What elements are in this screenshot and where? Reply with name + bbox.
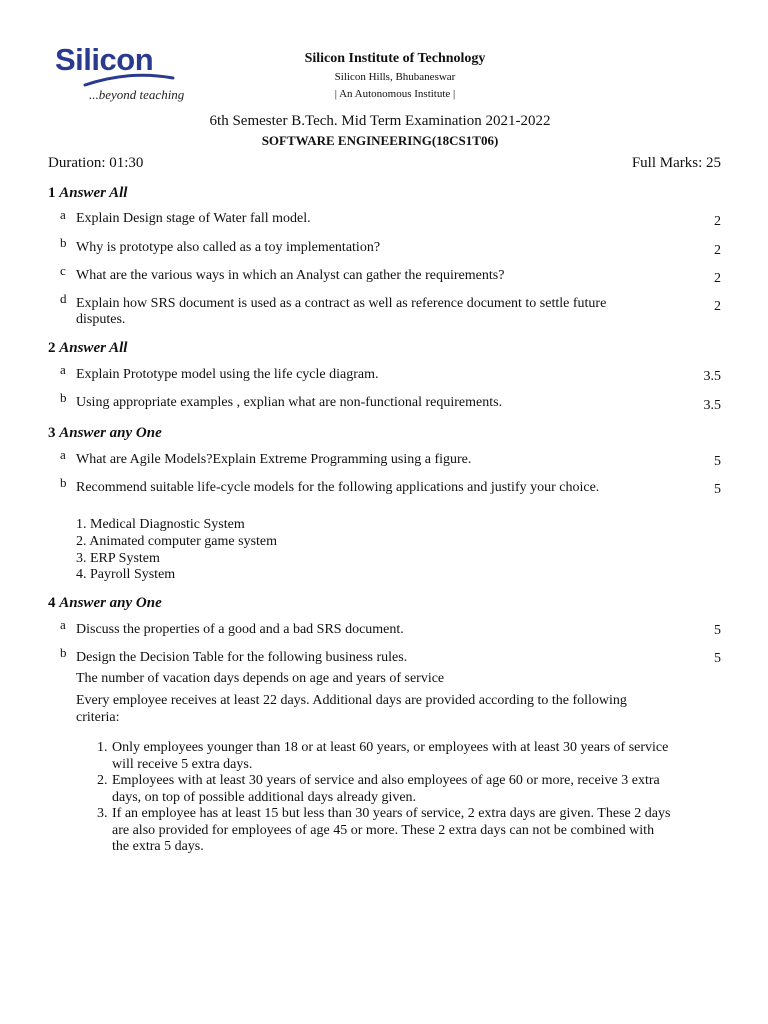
rule-intro: The number of vacation days depends on age and years of service <box>76 671 445 686</box>
question-1c-letter: c <box>60 263 66 278</box>
question-instruction: Answer All <box>59 340 128 356</box>
institute-name: Silicon Institute of Technology <box>304 51 486 66</box>
question-4-heading <box>48 595 162 612</box>
list-item <box>97 806 672 856</box>
rule-criteria-intro: Every employee receives at least 22 days. Additional days are provided according to the following criteria: <box>76 693 627 725</box>
rule-number: 1. <box>97 740 108 755</box>
question-1b-letter: b <box>60 235 67 250</box>
question-2b-text: Using appropriate examples , explian what are non-functional requirements. <box>76 395 503 410</box>
question-4b-mark: 5 <box>714 651 721 666</box>
question-2b-letter: b <box>60 390 67 405</box>
question-1c-text: What are the various ways in which an Analyst can gather the requirements? <box>76 268 505 283</box>
question-3a-letter: a <box>60 447 66 462</box>
question-1a-letter: a <box>60 207 66 222</box>
question-instruction: Answer any One <box>59 425 162 441</box>
question-2-heading <box>48 340 127 357</box>
question-3-heading <box>48 425 162 442</box>
rule-text: If an employee has at least 15 but less than 30 years of service, 2 extra days are given. These 2 days are also provided for employees of age 45 or more. These 2 extra days can not be combined with the extra 5 days. <box>112 806 671 854</box>
question-3a-mark: 5 <box>714 454 721 469</box>
question-4a-text: Discuss the properties of a good and a bad SRS document. <box>76 622 404 637</box>
question-4b-letter: b <box>60 645 67 660</box>
question-3b-mark: 5 <box>714 482 721 497</box>
list-item <box>97 773 672 806</box>
question-instruction: Answer All <box>59 185 128 201</box>
question-2a-letter: a <box>60 362 66 377</box>
question-1a-mark: 2 <box>714 214 721 229</box>
question-1a-text: Explain Design stage of Water fall model. <box>76 211 311 226</box>
question-number: 3 <box>48 425 56 441</box>
question-number: 4 <box>48 595 56 611</box>
rule-number: 3. <box>97 806 108 821</box>
question-1-heading <box>48 185 127 202</box>
institute-status: | An Autonomous Institute | <box>334 88 456 100</box>
rule-text: Employees with at least 30 years of service and also employees of age 60 or more, receive 3 extra days, on top of possible additional days already given. <box>112 773 660 805</box>
logo-swoosh-icon <box>83 72 175 88</box>
question-3b-text: Recommend suitable life-cycle models for the following applications and justify your choice. <box>76 480 600 495</box>
question-1c-mark: 2 <box>714 271 721 286</box>
list-item: 3. ERP System <box>76 551 160 566</box>
question-3b-letter: b <box>60 475 67 490</box>
question-1d-text: Explain how SRS document is used as a contract as well as reference document to settle future disputes. <box>76 296 607 327</box>
question-1d-mark: 2 <box>714 299 721 314</box>
list-item: 2. Animated computer game system <box>76 534 278 549</box>
question-4b-text: Design the Decision Table for the following business rules. <box>76 650 408 665</box>
question-number: 2 <box>48 340 56 356</box>
question-4a-letter: a <box>60 617 66 632</box>
question-3a-text: What are Agile Models?Explain Extreme Programming using a figure. <box>76 452 472 467</box>
question-2a-mark: 3.5 <box>703 369 721 384</box>
logo-wordmark: Silicon <box>55 42 154 77</box>
list-item <box>97 740 672 773</box>
question-1d-letter: d <box>60 291 67 306</box>
exam-title: 6th Semester B.Tech. Mid Term Examination 2021-2022 <box>209 113 551 129</box>
duration: Duration: 01:30 <box>48 155 144 171</box>
question-2a-text: Explain Prototype model using the life cycle diagram. <box>76 367 379 382</box>
full-marks: Full Marks: 25 <box>631 155 721 171</box>
logo-tagline: ...beyond teaching <box>89 87 185 102</box>
question-1b-text: Why is prototype also called as a toy implementation? <box>76 240 381 255</box>
list-item: 1. Medical Diagnostic System <box>76 517 245 532</box>
question-number: 1 <box>48 185 56 201</box>
question-1b-mark: 2 <box>714 243 721 258</box>
question-instruction: Answer any One <box>59 595 162 611</box>
business-rules-list <box>97 740 672 856</box>
rule-text: Only employees younger than 18 or at least 60 years, or employees with at least 30 years of service will receive 5 extra days. <box>112 740 669 772</box>
list-item: 4. Payroll System <box>76 567 176 582</box>
question-4a-mark: 5 <box>714 623 721 638</box>
institute-logo <box>55 42 205 106</box>
subject-title: SOFTWARE ENGINEERING(18CS1T06) <box>261 133 499 148</box>
institute-address: Silicon Hills, Bhubaneswar <box>334 71 456 83</box>
question-2b-mark: 3.5 <box>703 398 721 413</box>
rule-number: 2. <box>97 773 108 788</box>
